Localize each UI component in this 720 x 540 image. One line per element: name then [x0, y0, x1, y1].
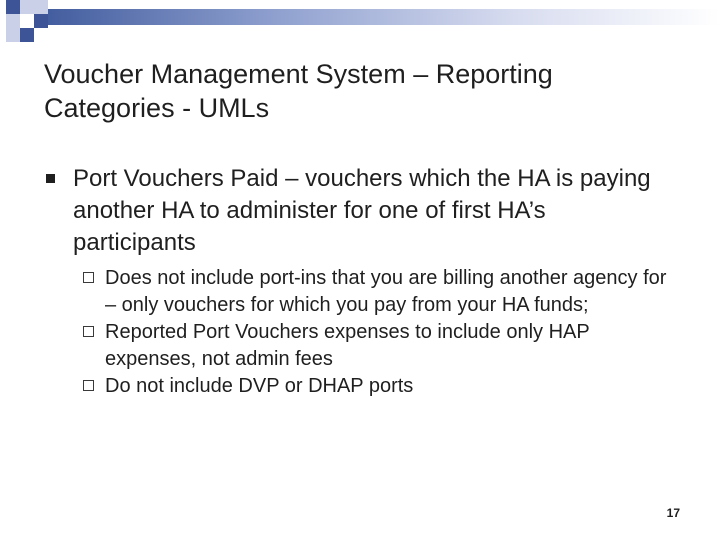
checkbox-bullet-icon — [83, 380, 94, 391]
sub-bullet-item — [83, 265, 683, 319]
decor-square — [6, 0, 20, 14]
slide-title: Voucher Management System – Reporting Categories - UMLs — [44, 59, 553, 123]
checkbox-bullet-icon — [83, 272, 94, 283]
sub-bullet-item — [83, 373, 683, 400]
decor-square — [20, 0, 34, 14]
square-bullet-icon — [46, 174, 55, 183]
decor-square — [20, 28, 34, 42]
decor-square — [6, 14, 20, 28]
decor-square — [34, 0, 48, 14]
checkbox-bullet-icon — [83, 326, 94, 337]
decor-square — [6, 28, 20, 42]
sub-bullet-text: Does not include port-ins that you are billing another agency for – only vouchers for which you pay from your HA funds; — [105, 267, 667, 316]
main-bullet-text: Port Vouchers Paid – vouchers which the HA is paying another HA to administer for one of first HA’s participants — [73, 165, 651, 256]
sub-bullet-list — [83, 265, 683, 400]
decor-square — [34, 14, 48, 28]
decorative-header-banner — [0, 0, 720, 44]
header-gradient-band — [36, 9, 720, 25]
sub-bullet-item — [83, 319, 683, 373]
sub-bullet-text: Reported Port Vouchers expenses to include only HAP expenses, not admin fees — [105, 321, 590, 370]
sub-bullet-text: Do not include DVP or DHAP ports — [105, 375, 414, 397]
page-number: 17 — [666, 506, 680, 520]
decor-square — [20, 14, 34, 28]
